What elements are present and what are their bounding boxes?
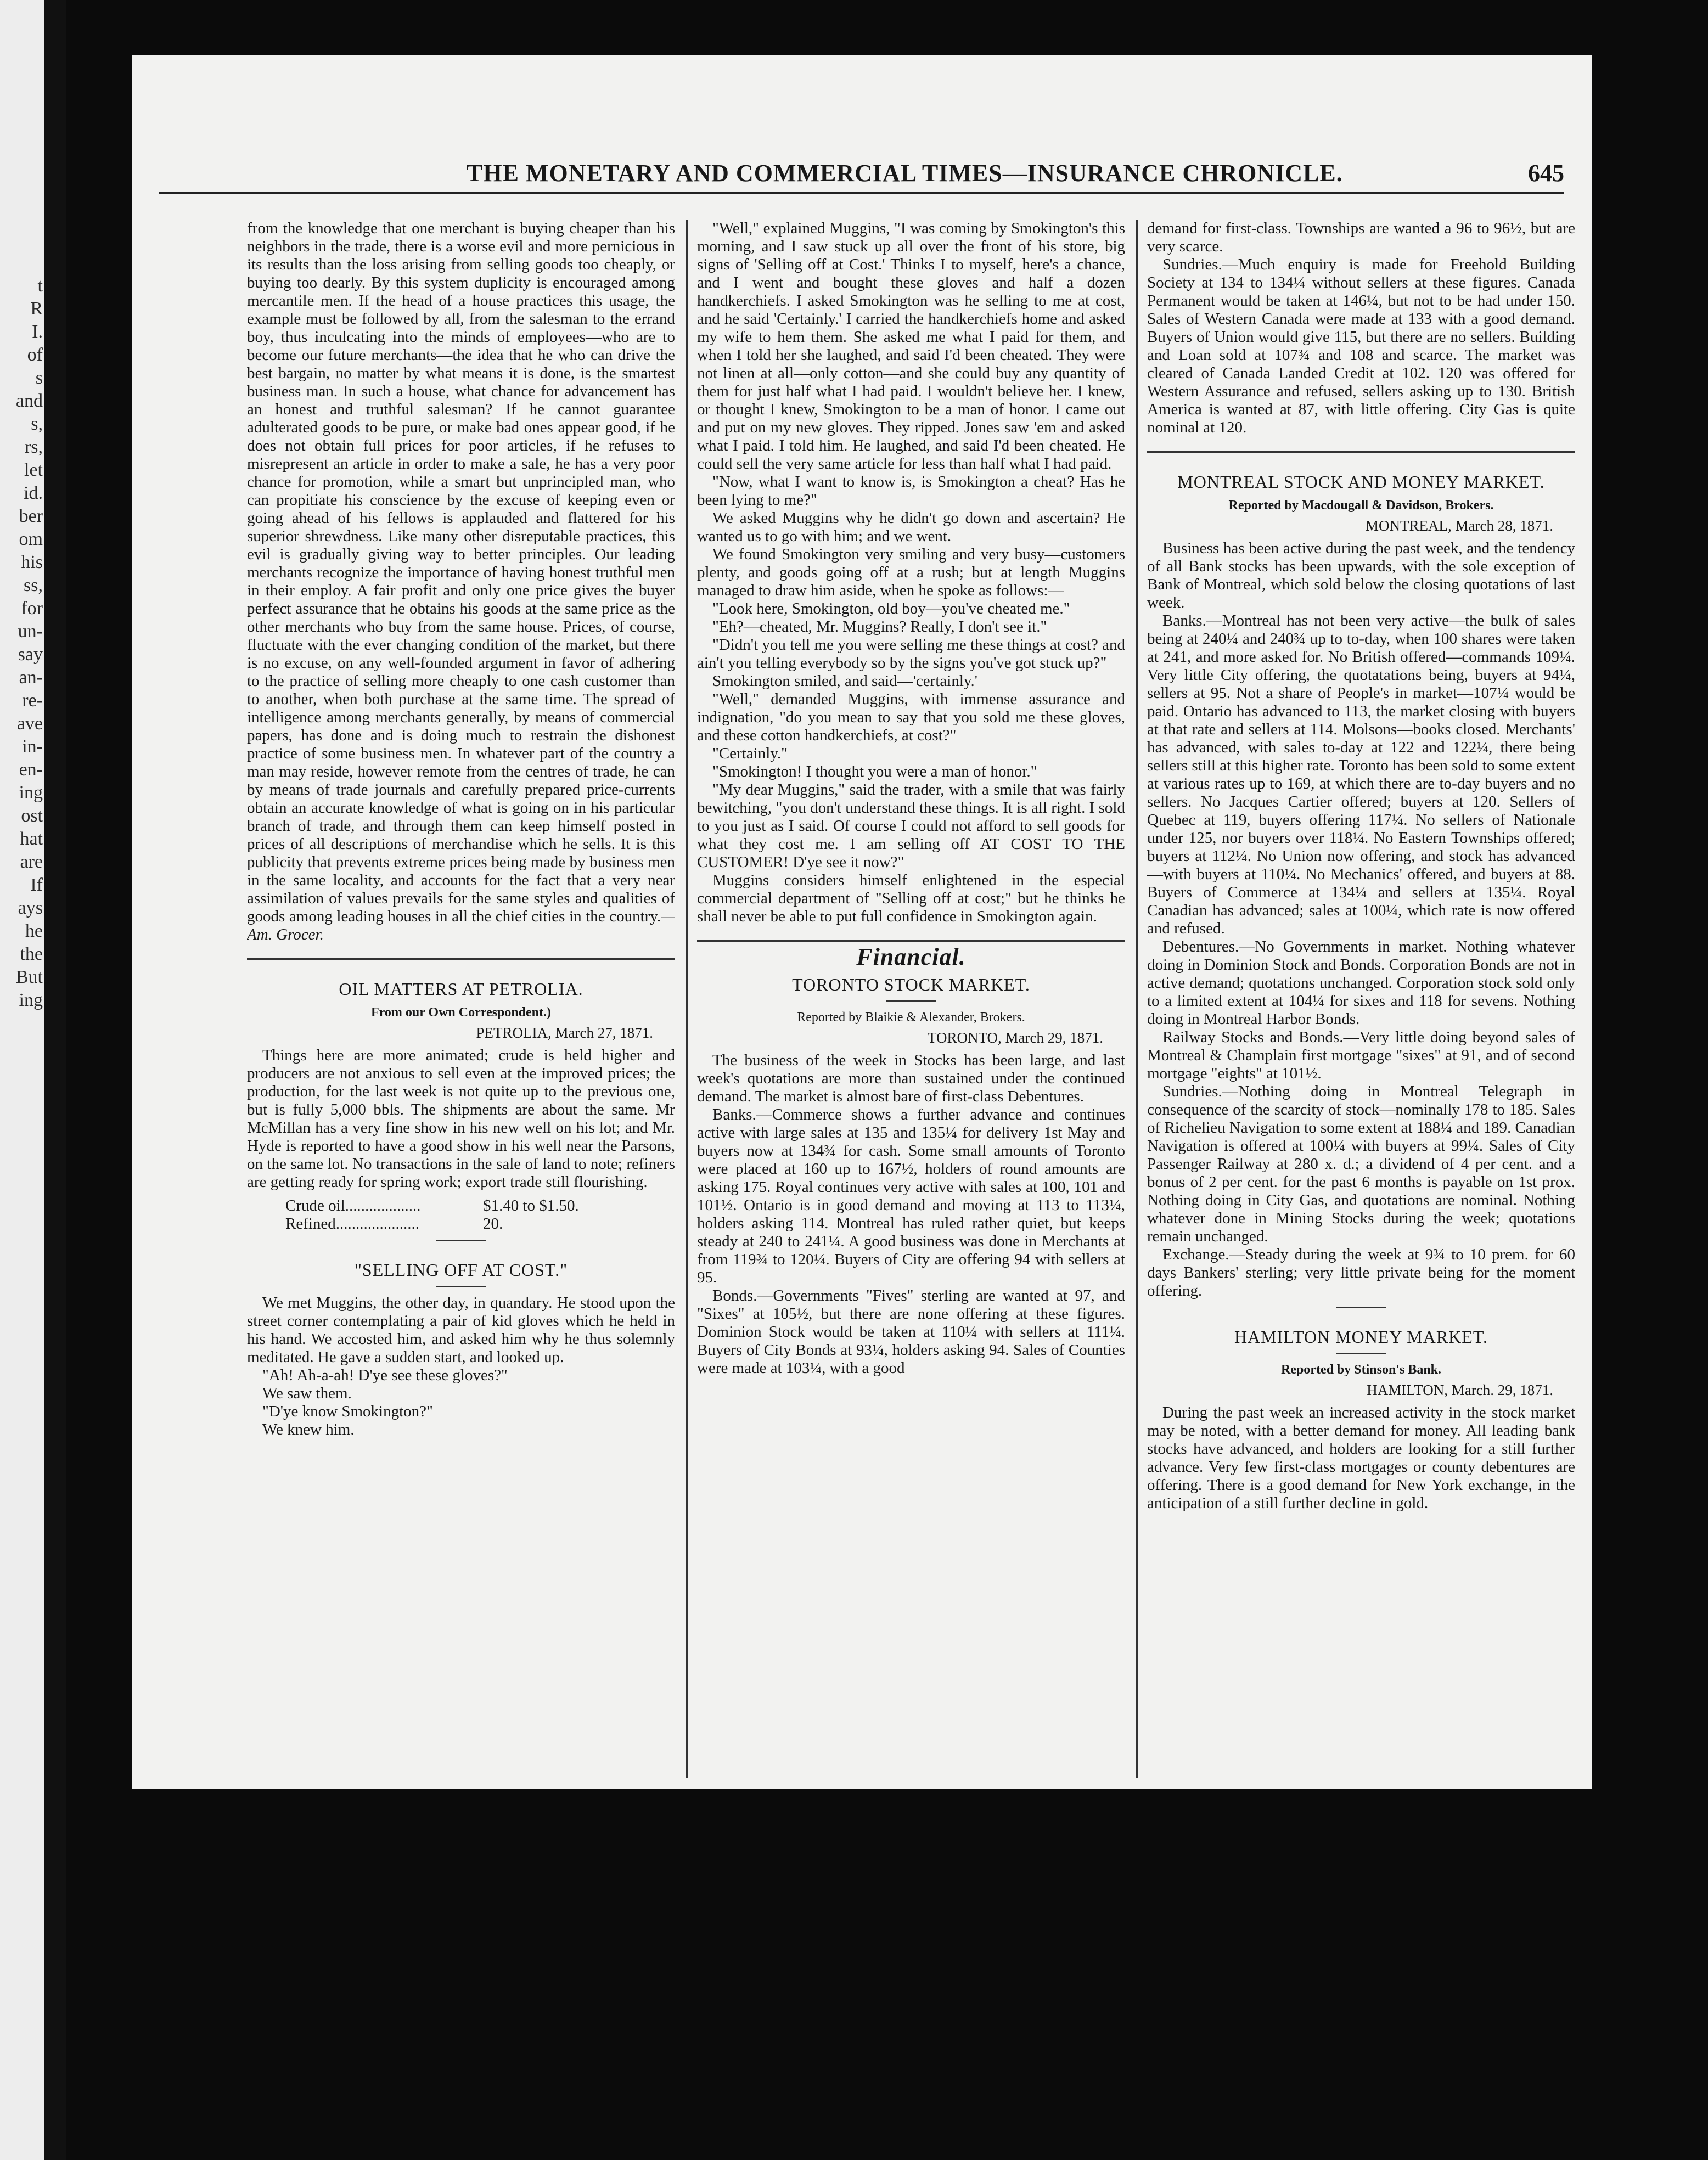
price-value: 20. — [483, 1215, 503, 1233]
story-paragraph: Muggins considers himself enlightened in the especial commercial department of "Selling off at cost;" but he thinks he shall never be able to put full confidence in Smokington again. — [697, 871, 1125, 925]
story-paragraph: "Well," demanded Muggins, with immense assurance and indignation, "do you mean to say that you sold me these gloves, and these cotton handkerchiefs, at cost?" — [697, 690, 1125, 744]
story-paragraph: "Now, what I want to know is, is Smokington a cheat? Has he been lying to me?" — [697, 473, 1125, 509]
selling-off-heading: "SELLING OFF AT COST." — [354, 1260, 568, 1280]
oil-matters-heading: OIL MATTERS AT PETROLIA. — [339, 979, 583, 999]
margin-fragment: say — [18, 644, 43, 665]
facing-page-edge — [0, 0, 44, 2160]
toronto-market-heading: TORONTO STOCK MARKET. — [792, 975, 1030, 994]
article-attribution: —Am. Grocer. — [247, 908, 675, 943]
market-paragraph: Sundries.—Nothing doing in Montreal Telegraph in consequence of the scarcity of stock—nominally 178 to 185. Sales of Richelieu Navigation to some extent at 188¼ and 189. Canadian Navigation is offered at 100¼ with buyers at 99¼. Sales of City Passenger Railway at 280 x. d.; a dividend of 4 per cent. and a bonus of 2 per cent. for the past 6 months is payable on 1st prox. Nothing doing in City Gas, and quotations are nominal. Nothing whatever done in Mining Stocks during the week; quotations remain unchanged. — [1147, 1083, 1575, 1245]
margin-fragment: let — [24, 460, 43, 480]
page-number: 645 — [1528, 160, 1564, 187]
margin-fragment: I. — [32, 322, 43, 342]
hamilton-market-heading: HAMILTON MONEY MARKET. — [1234, 1327, 1488, 1347]
oil-price-table — [285, 1197, 675, 1233]
short-rule — [1336, 1307, 1386, 1308]
column-3 — [1147, 220, 1575, 1778]
story-paragraph: "Eh?—cheated, Mr. Muggins? Really, I don't see it." — [712, 618, 1047, 635]
story-paragraph: We knew him. — [262, 1421, 355, 1438]
margin-fragment: ost — [21, 806, 43, 826]
story-paragraph: "Didn't you tell me you were selling me these things at cost? and ain't you telling everybody so by the signs you've got stuck up?" — [697, 636, 1125, 672]
market-paragraph: Banks.—Commerce shows a further advance and continues active with large sales at 135 and 135¼ for delivery 1st May and buyers now at 134¾ for cash. Some small amounts of Toronto were placed at 160 up to 167½, holders of round amounts are asking 175. Royal continues very active with sales at 100, 101 and 101½. Ontario is in good demand and moving at 113 to 113¼, holders asking 114. Montreal has ruled rather quiet, but keeps steady at 240 to 241¼. A good business was done in Merchants at from 119¾ to 120¼. Buyers of City are offering 94 with sellers at 95. — [697, 1106, 1125, 1286]
price-item: Refined..................... — [285, 1215, 420, 1233]
article-continuation: from the knowledge that one merchant is buying cheaper than his neighbors in the trade, there is a worse evil and more pernicious in its results than the loss arising from selling goods too cheaply, or buying too dearly. By this system duplicity is encouraged among mercantile men. If the head of a house practices this usage, the example must be followed by all, from the salesman to the errand boy, thus inculcating into the minds of employees—who are to become our future merchants—the idea that he who can drive the best bargain, no matter by what means it is done, is the smartest business man. In such a house, what chance for advancement has an honest and truthful salesman? If he cannot guarantee adulterated goods to be pure, or make bad ones appear good, if he does not obtain full prices for poor articles, if he refuses to misrepresent an article in order to make a sale, he has a very poor chance for promotion, while a smart but unprincipled man, who can propitiate his conscience by the excuse of keeping even or going ahead of his fellows is applauded and flattered for his superior shrewdness. Like many other disreputable practices, this evil is gradually giving way to better principles. Our leading merchants recognize the importance of having honest truthful men in their employ. A fair profit and only one price gives the buyer perfect assurance that he obtains his goods at the same price as the other merchants who buy from the same house. Prices, of course, fluctuate with the ever changing condition of the market, but there is no excuse, on any well-founded argument in favor of adhering to the practice of selling more cheaply to one cash customer than to another, when both purchase at the same time. The spread of intelligence among merchants generally, by means of commercial papers, has done and is doing much to restrain the dishonest practice of some business men. In whatever part of the country a man may reside, however remote from the centres of trade, he can by means of trade journals and carefully prepared price-currents obtain an accurate knowledge of what is going on in his particular branch of trade, and through them can keep himself posted in prices of all descriptions of merchandise which he sells. It is this publicity that prevents extreme prices being made by business men in the same locality, and accounts for the fact that a very near assimilation of values prevails for the same styles and qualities of goods among leading houses in all the chief cities in the country.—Am. Grocer. — [247, 220, 675, 943]
margin-fragment: ss, — [24, 575, 43, 595]
margin-fragment: the — [20, 944, 43, 964]
column-rule — [686, 220, 688, 1778]
story-paragraph: "Ah! Ah-a-ah! D'ye see these gloves?" — [262, 1366, 508, 1384]
oil-paragraph: Things here are more animated; crude is held higher and producers are not anxious to sell even at the improved prices; the production, for the last week is not quite up to the previous one, but is fully 5,000 bbls. The shipments are about the same. Mr McMillan has a very fine show in his new well on his lot; and Mr. Hyde is reported to have a good show in his well near the Parsons, on the same lot. No transactions in the sale of land to note; refiners are getting ready for spring work; export trade still flourishing. — [247, 1047, 675, 1191]
toronto-reporter: Reported by Blaikie & Alexander, Brokers. — [797, 1010, 1025, 1025]
running-head — [159, 154, 1564, 194]
market-paragraph: Exchange.—Steady during the week at 9¾ to 10 prem. for 60 days Bankers' sterling; very little private being for the moment offering. — [1147, 1246, 1575, 1300]
story-paragraph: "Look here, Smokington, old boy—you've cheated me." — [712, 600, 1070, 617]
margin-fragment: om — [19, 529, 43, 549]
market-paragraph: demand for first-class. Townships are wanted a 96 to 96½, but are very scarce. — [1147, 220, 1575, 255]
margin-fragment: ays — [18, 898, 43, 918]
margin-fragment: ber — [19, 506, 43, 526]
hamilton-reporter: Reported by Stinson's Bank. — [1280, 1363, 1442, 1377]
hamilton-dateline: HAMILTON, March. 29, 1871. — [1367, 1382, 1553, 1398]
montreal-market-heading: MONTREAL STOCK AND MONEY MARKET. — [1177, 472, 1545, 492]
story-paragraph: We found Smokington very smiling and very busy—customers plenty, and goods going off at a rush; but at length Muggins managed to draw him aside, when he spoke as follows:— — [697, 545, 1125, 599]
story-paragraph: "Certainly." — [712, 745, 788, 762]
margin-fragment: of — [27, 345, 43, 365]
story-paragraph: "D'ye know Smokington?" — [262, 1403, 433, 1420]
margin-fragment: If — [30, 875, 43, 895]
price-row — [285, 1215, 675, 1233]
market-paragraph: Sundries.—Much enquiry is made for Freehold Building Society at 134 to 134¼ without sellers at these figures. Canada Permanent would be taken at 146¼, but not to be had under 150. Sales of Western Canada were made at 133 with a good demand. Buyers of Union would give 115, but there are no sellers. Building and Loan sold at 107¾ and 108 and scarce. The market was cleared of Canada Landed Credit at 102. 120 was offered for Western Assurance and refused, sellers asking up to 130. British America is wanted at 87, with little offering. City Gas is quite nominal at 120. — [1147, 256, 1575, 436]
price-item: Crude oil................... — [285, 1197, 421, 1214]
story-paragraph: "My dear Muggins," said the trader, with a smile that was fairly bewitching, "you don't understand these things. It is all right. I sold to you just as I said. Of course I could not afford to sell goods for what they cost me. I am selling off AT COST TO THE CUSTOMER! D'ye see it now?" — [697, 781, 1125, 871]
oil-byline: From our Own Correspondent.) — [370, 1005, 551, 1020]
toronto-dateline: TORONTO, March 29, 1871. — [928, 1030, 1103, 1046]
margin-fragment: his — [21, 552, 43, 572]
margin-fragment: t — [37, 275, 43, 296]
story-paragraph: Smokington smiled, and said—'certainly.' — [712, 672, 977, 690]
margin-fragment: are — [20, 852, 43, 872]
financial-section-head: Financial. — [856, 943, 966, 970]
price-value: $1.40 to $1.50. — [483, 1197, 579, 1214]
column-rule — [1136, 220, 1138, 1778]
margin-fragment: hat — [20, 829, 43, 849]
market-paragraph: Business has been active during the past week, and the tendency of all Bank stocks has been upwards, with the sole exception of Bank of Montreal, which sold below the closing quotations of last week. — [1147, 539, 1575, 611]
margin-fragment: an- — [19, 667, 43, 688]
publication-title: THE MONETARY AND COMMERCIAL TIMES—INSURANCE CHRONICLE. — [467, 160, 1343, 187]
oil-dateline: PETROLIA, March 27, 1871. — [476, 1025, 653, 1041]
section-rule — [697, 940, 1125, 942]
market-paragraph: Banks.—Montreal has not been very active—the bulk of sales being at 240¼ and 240¾ up to to-day, when 100 shares were taken at 241, and more asked for. No British offered—commands 109¼. Very little City offering, the quotatations being, buyers at 94¼, sellers at 95. Not a share of People's in market—107¼ would be paid. Ontario has advanced to 113, the market closing with buyers at that rate and sellers at 114. Molsons—books closed. Merchants' has advanced, with sales to-day at 122 and 122¼, there being sellers still at this higher rate. Toronto has been sold to some extent at various rates up to 169, at which there are to-day buyers and no sellers. No Jacques Cartier offered; buyers at 120. Sellers of Quebec at 119, buyers offering 117¼. No sellers of Nationale under 125, nor buyers over 118¼. No Eastern Townships offered; buyers at 112¼. No Union now offering, and stock has advanced—with buyers at 110¼. No Mechanics' offered, and buyers at 88. Buyers of Commerce at 134¼ and sellers at 135¼. Royal Canadian has advanced; sales at 100¼, which rate is now offered and refused. — [1147, 612, 1575, 937]
margin-fragment: R — [30, 299, 43, 319]
market-paragraph: Debentures.—No Governments in market. Nothing whatever doing in Dominion Stock and Bonds. Corporation Bonds are not in active demand; quotations unchanged. Corporation stock sold only to a limited extent at 104¼ for sixes and 118 for sevens. Nothing doing in Montreal Harbor Bonds. — [1147, 938, 1575, 1028]
short-rule — [886, 1000, 936, 1002]
market-paragraph: Railway Stocks and Bonds.—Very little doing beyond sales of Montreal & Champlain first mortgage "sixes" at 91, and of second mortgage "eights" at 101½. — [1147, 1028, 1575, 1082]
margin-fragment: rs, — [24, 437, 43, 457]
market-paragraph: During the past week an increased activity in the stock market may be noted, with a better demand for money. All leading bank stocks have advanced, and holders are looking for a still further advance. Very few first-class mortgages or county debentures are offering. There is a good demand for New York exchange, in the anticipation of a still further decline in gold. — [1147, 1404, 1575, 1512]
montreal-dateline: MONTREAL, March 28, 1871. — [1366, 518, 1553, 534]
margin-fragment: he — [25, 921, 43, 941]
margin-fragment: en- — [19, 760, 43, 780]
column-1 — [247, 220, 675, 1778]
margin-fragment: for — [21, 598, 43, 618]
margin-fragment: ing — [19, 783, 43, 803]
section-rule — [247, 958, 675, 960]
market-paragraph: Bonds.—Governments "Fives" sterling are wanted at 97, and "Sixes" at 105½, but there are none offering at these figures. Dominion Stock would be taken at 110¼ with sellers at 111¼. Buyers of City Bonds at 93¼, holders asking 94. Sales of Counties were made at 103¼, with a good — [697, 1287, 1125, 1377]
margin-fragment: ave — [16, 713, 43, 734]
story-paragraph: "Well," explained Muggins, "I was coming by Smokington's this morning, and I saw stuck up all over the front of his store, big signs of 'Selling off at Cost.' Thinks I to myself, here's a chance, and I went and bought these gloves and half a dozen handkerchiefs. I asked Smokington was he selling to me at cost, and he said 'Certainly.' I carried the handkerchiefs home and asked my wife to hem them. She asked me what I paid for them, and when I told her she laughed, and said I'd been cheated. They were not linen at all—only cotton—and she could buy any quantity of them for just half what I had paid. I wouldn't believe her. I knew, or thought I knew, Smokington to be a man of honor. I came out and put on my new gloves. They ripped. Jones saw 'em and asked what I paid. I told him. He laughed, and said I'd been cheated. He could sell the very same article for less than half what I had paid. — [697, 220, 1125, 473]
margin-fragment: id. — [24, 483, 43, 503]
margin-fragment: re- — [22, 690, 43, 711]
binding-gutter — [44, 0, 66, 2160]
margin-fragment: ing — [19, 990, 43, 1010]
margin-fragment: s, — [31, 414, 43, 434]
margin-fragment: But — [15, 967, 43, 987]
margin-fragment: s — [35, 368, 43, 388]
short-rule — [436, 1286, 486, 1287]
newspaper-page — [132, 55, 1592, 1789]
facing-page-fragments — [0, 274, 43, 1012]
margin-fragment: un- — [18, 621, 43, 642]
montreal-reporter: Reported by Macdougall & Davidson, Brokers. — [1228, 498, 1494, 513]
price-row — [285, 1197, 675, 1215]
margin-fragment: in- — [22, 736, 43, 757]
story-paragraph: We asked Muggins why he didn't go down and ascertain? He wanted us to go with him; and we went. — [697, 509, 1125, 545]
short-rule — [436, 1240, 486, 1241]
story-paragraph: We saw them. — [262, 1385, 352, 1402]
story-paragraph: "Smokington! I thought you were a man of honor." — [712, 763, 1037, 780]
story-paragraph: We met Muggins, the other day, in quandary. He stood upon the street corner contemplating a pair of kid gloves which he held in his hand. We accosted him, and asked him why he thus solemnly meditated. He gave a sudden start, and looked up. — [247, 1294, 675, 1366]
section-rule — [1147, 451, 1575, 453]
short-rule — [1336, 1353, 1386, 1354]
market-paragraph: The business of the week in Stocks has been large, and last week's quotations are more than sustained under the continued demand. The market is almost bare of first-class Debentures. — [697, 1051, 1125, 1105]
margin-fragment: and — [15, 391, 43, 411]
column-2 — [697, 220, 1125, 1778]
